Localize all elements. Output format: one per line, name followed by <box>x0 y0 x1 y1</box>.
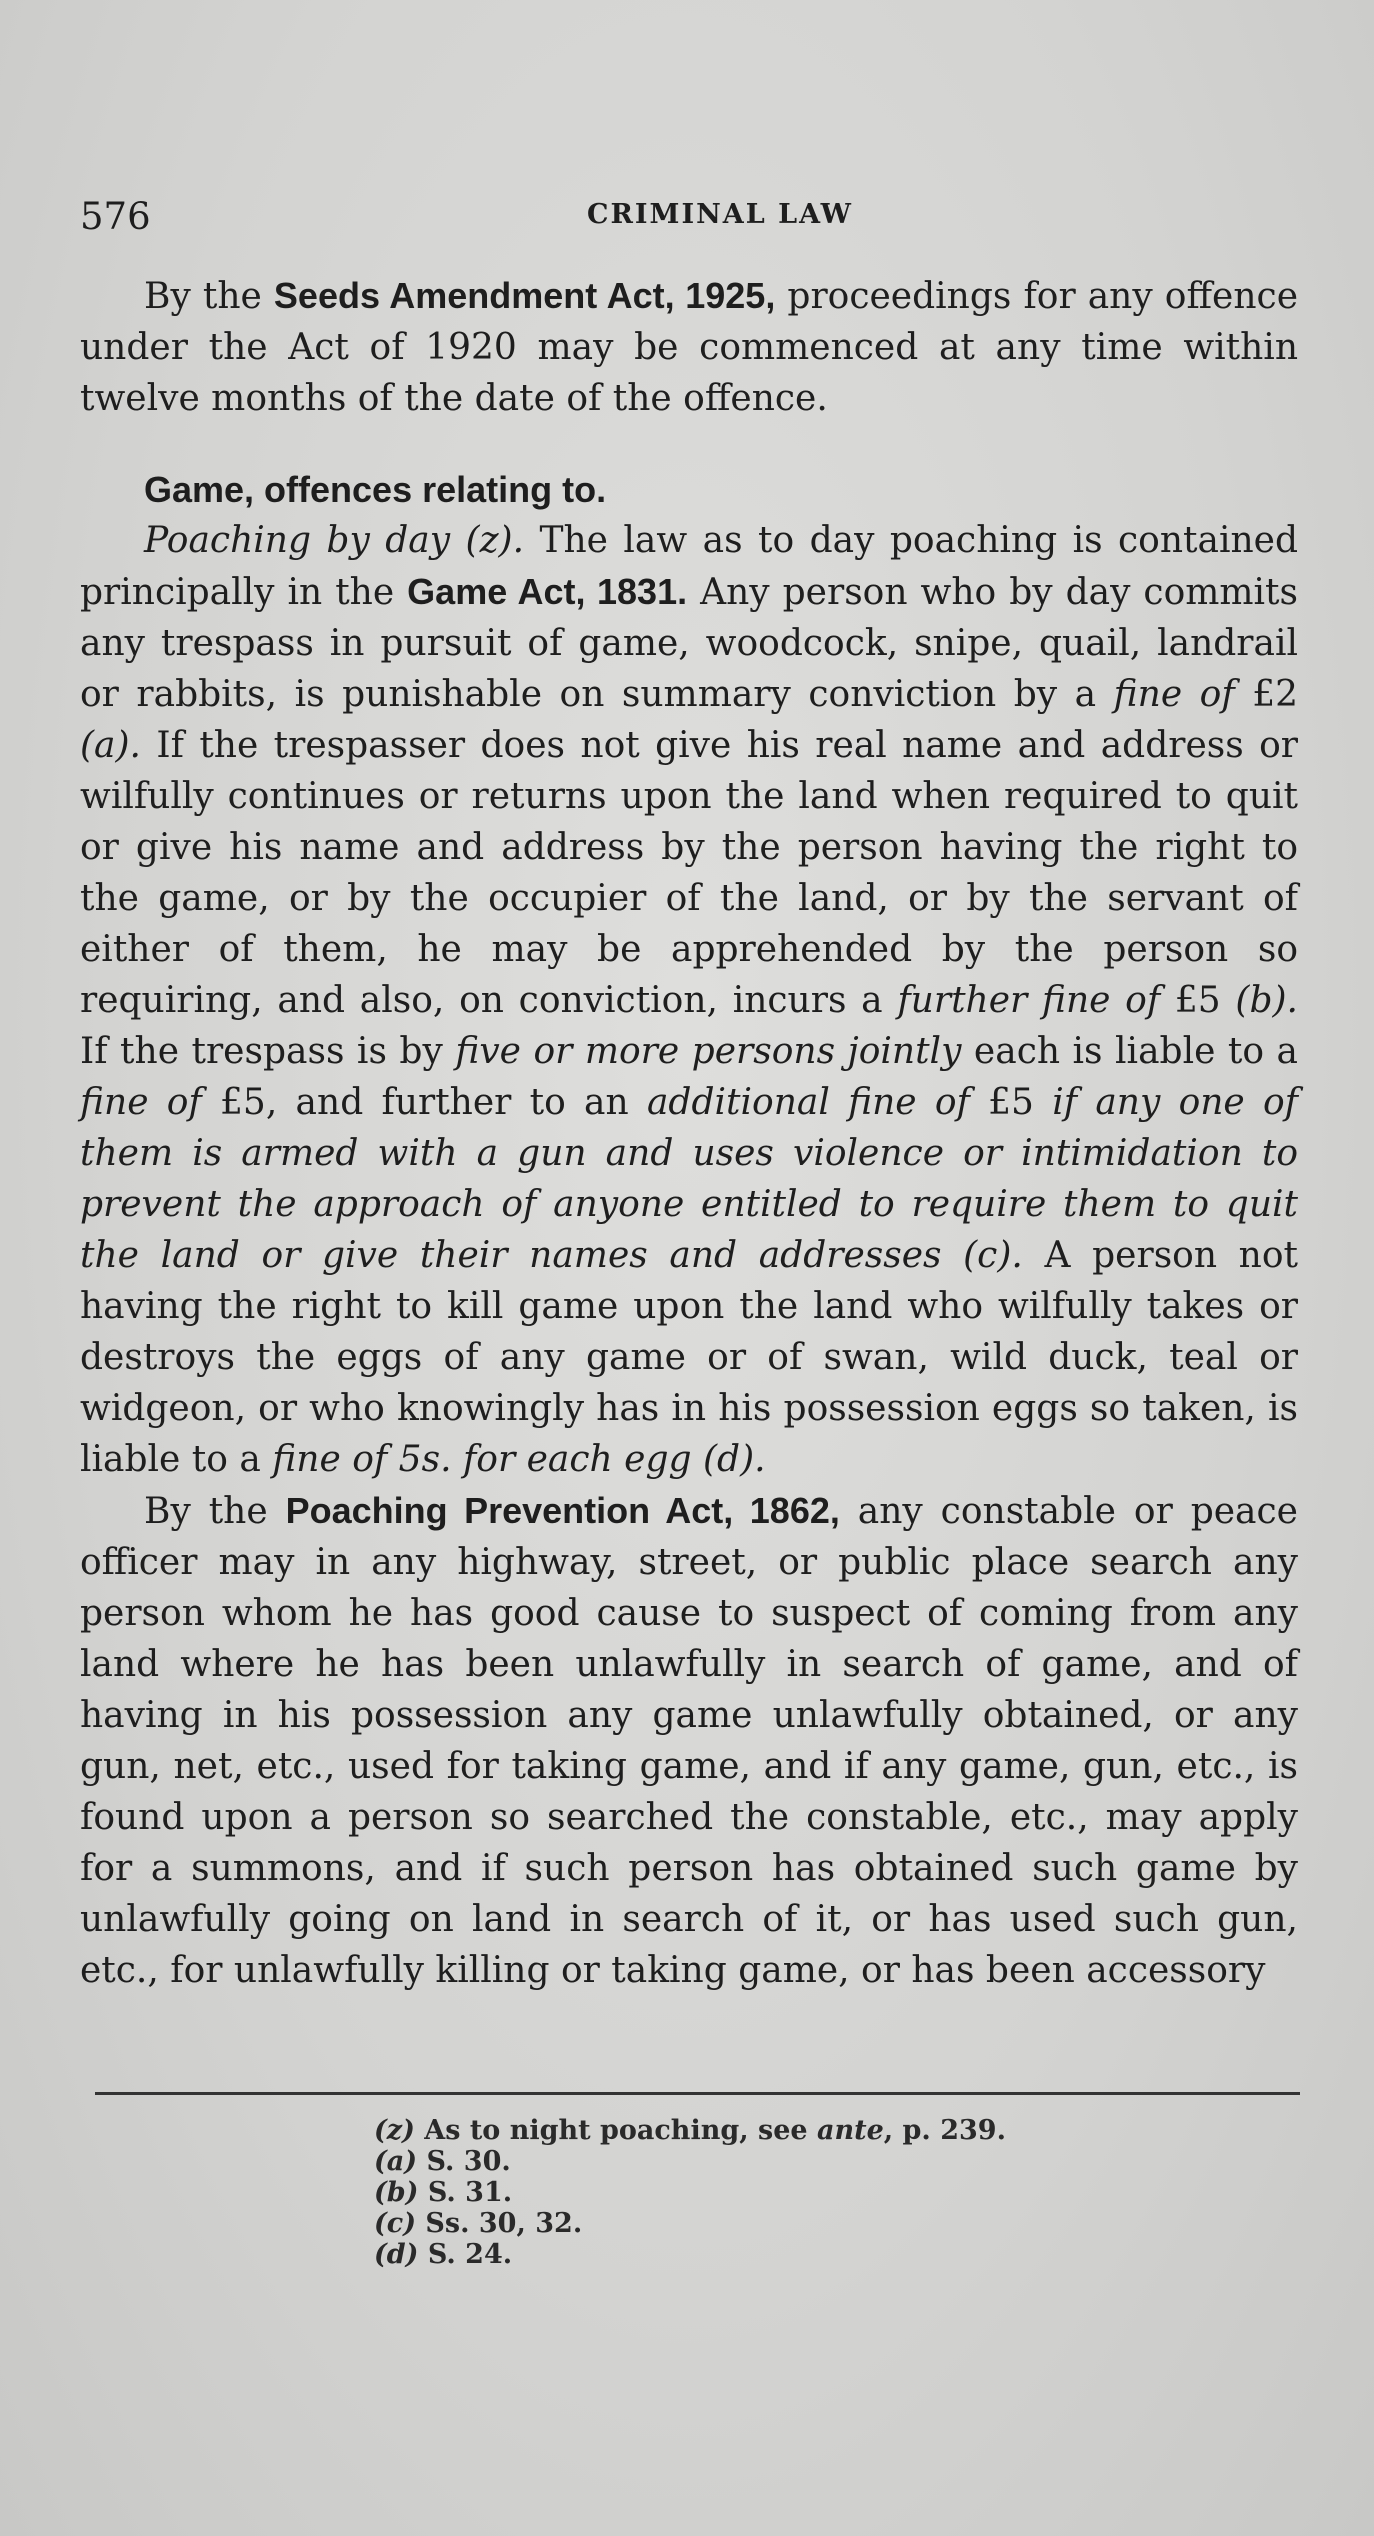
paragraph-poaching-prevention: By the Poaching Prevention Act, 1862, any constable or peace officer may in any highway, street, or public place search any person whom he has good cause to suspect of coming from any land where he has been unlawfully in search of game, and of having in his possession any game unlawfully obtained, or any gun, net, etc., used for taking game, and if any game, gun, etc., is found upon a person so searched the constable, etc., may apply for a summons, and if such person has obtained such game by unlawfully going on land in search of it, or has used such gun, etc., for unlawfully killing or taking game, or has been accessory <box>80 1490 1298 1991</box>
page-number: 576 <box>80 195 151 238</box>
footnotes <box>374 2115 1174 2270</box>
act-name: Seeds Amendment Act, 1925, <box>273 275 776 316</box>
paragraph-day-poaching: Poaching by day (z). The law as to day poaching is contained principally in the Game Act, 1831. Any person who by day commits any trespass in pursuit of game, woodcock, snipe, quail, landrail or rabbits, is punishable on summary conviction by a fine of £2 (a). If the trespasser does not give his real name and address or wilfully continues or returns upon the land when required to quit or give his name and address by the person having the right to the game, or by the occupier of the land, or by the servant of either of them, he may be apprehended by the person so requiring, and also, on conviction, incurs a further fine of £5 (b). If the trespass is by five or more persons jointly each is liable to a fine of £5, and further to an additional fine of £5 if any one of them is armed with a gun and uses violence or intimidation to prevent the approach of anyone entitled to require them to quit the land or give their names and addresses (c). A person not having the right to kill game upon the land who wilfully takes or destroys the eggs of any game or of swan, wild duck, teal or widgeon, or who knowingly has in his possession eggs so taken, is liable to a fine of 5s. for each egg (d). <box>80 520 1299 1480</box>
footnote-divider <box>95 2092 1300 2095</box>
footnote-ref: (b). <box>1235 980 1298 1021</box>
act-name: Poaching Prevention Act, 1862, <box>285 1490 840 1531</box>
footnote: (b) S. 31. <box>374 2177 513 2208</box>
act-name: Game Act, 1831. <box>407 571 688 612</box>
footnote: (c) Ss. 30, 32. <box>374 2208 583 2239</box>
running-head: CRIMINAL LAW <box>587 199 853 230</box>
footnote: (d) S. 24. <box>374 2239 513 2270</box>
paragraph-seeds-act: By the Seeds Amendment Act, 1925, proceedings for any offence under the Act of 1920 may be commenced at any time within twelve months of the date of the offence. <box>80 275 1298 419</box>
body-text <box>80 270 1298 1996</box>
footnote-ref: (a). <box>80 725 141 766</box>
footnote: (a) S. 30. <box>374 2146 511 2177</box>
side-heading: Poaching by day (z). <box>144 520 525 561</box>
section-heading: Game, offences relating to. <box>144 469 607 510</box>
page-header <box>80 195 1300 238</box>
footnote: (z) As to night poaching, see ante, p. 239. <box>374 2115 1006 2146</box>
